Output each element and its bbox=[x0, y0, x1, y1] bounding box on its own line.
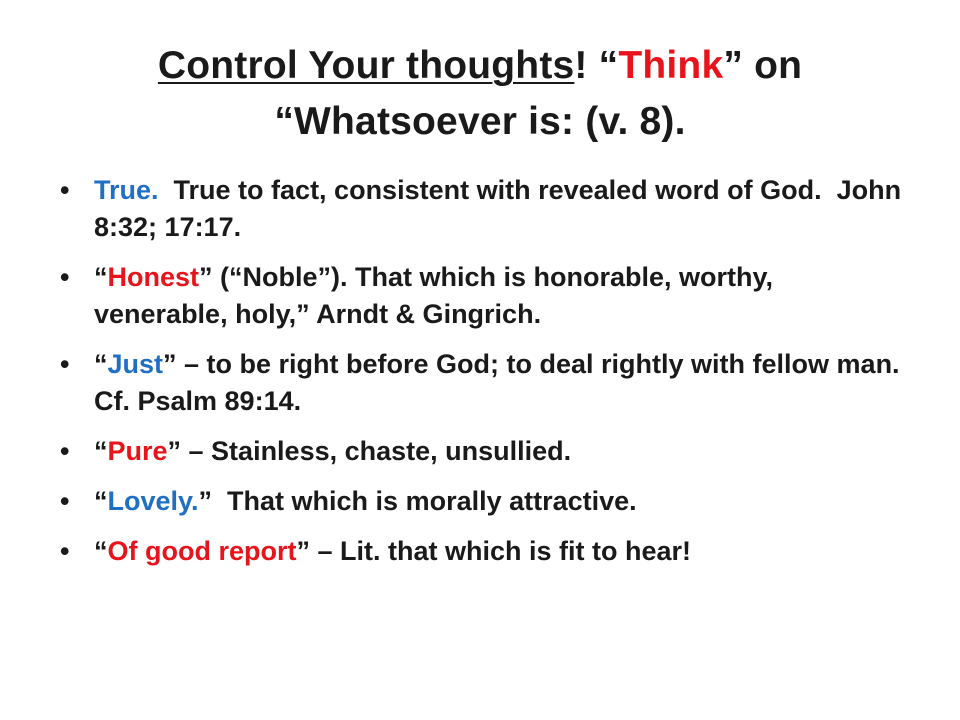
bullet-keyword: Of good report bbox=[107, 536, 297, 566]
bullet-pre: “ bbox=[94, 536, 108, 566]
slide-title bbox=[60, 38, 900, 150]
bullet-item-lovely bbox=[60, 483, 910, 520]
bullet-text: ” (“Noble”). That which is honorable, worthy, venerable, holy,” Arndt & Gingrich. bbox=[94, 262, 774, 329]
title-line-2: “Whatsoever is: (v. 8). bbox=[274, 100, 686, 143]
bullet-dot-icon: • bbox=[60, 349, 70, 379]
title-punct-2: ” on bbox=[723, 44, 803, 87]
bullet-keyword: Lovely. bbox=[107, 486, 199, 516]
bullet-list bbox=[60, 172, 910, 583]
bullet-pre: “ bbox=[94, 349, 108, 379]
bullet-dot-icon: • bbox=[60, 536, 70, 566]
bullet-text: True to fact, consistent with revealed word of God. John 8:32; 17:17. bbox=[94, 175, 909, 242]
bullet-keyword: Pure bbox=[107, 436, 168, 466]
bullet-text: ” – Stainless, chaste, unsullied. bbox=[167, 436, 572, 466]
bullet-keyword: True. bbox=[94, 175, 159, 205]
title-punct-1: ! “ bbox=[574, 44, 619, 87]
bullet-text: ” – to be right before God; to deal rightly with fellow man. Cf. Psalm 89:14. bbox=[94, 349, 900, 416]
bullet-keyword: Just bbox=[107, 349, 164, 379]
bullet-dot-icon: • bbox=[60, 436, 70, 466]
bullet-pre: “ bbox=[94, 436, 108, 466]
bullet-item-good-report bbox=[60, 533, 910, 570]
title-line-1 bbox=[60, 38, 900, 94]
bullet-text: ” That which is morally attractive. bbox=[198, 486, 637, 516]
bullet-item-honest bbox=[60, 259, 910, 333]
bullet-dot-icon: • bbox=[60, 262, 70, 292]
bullet-item-true bbox=[60, 172, 910, 246]
bullet-pre: “ bbox=[94, 486, 108, 516]
bullet-keyword: Honest bbox=[107, 262, 200, 292]
bullet-item-just bbox=[60, 346, 910, 420]
bullet-item-pure bbox=[60, 433, 910, 470]
bullet-dot-icon: • bbox=[60, 486, 70, 516]
title-think-word: Think bbox=[618, 44, 724, 87]
bullet-text: ” – Lit. that which is fit to hear! bbox=[296, 536, 692, 566]
title-underlined-text: Control Your thoughts bbox=[157, 44, 575, 87]
bullet-pre: “ bbox=[94, 262, 108, 292]
bullet-dot-icon: • bbox=[60, 175, 70, 205]
